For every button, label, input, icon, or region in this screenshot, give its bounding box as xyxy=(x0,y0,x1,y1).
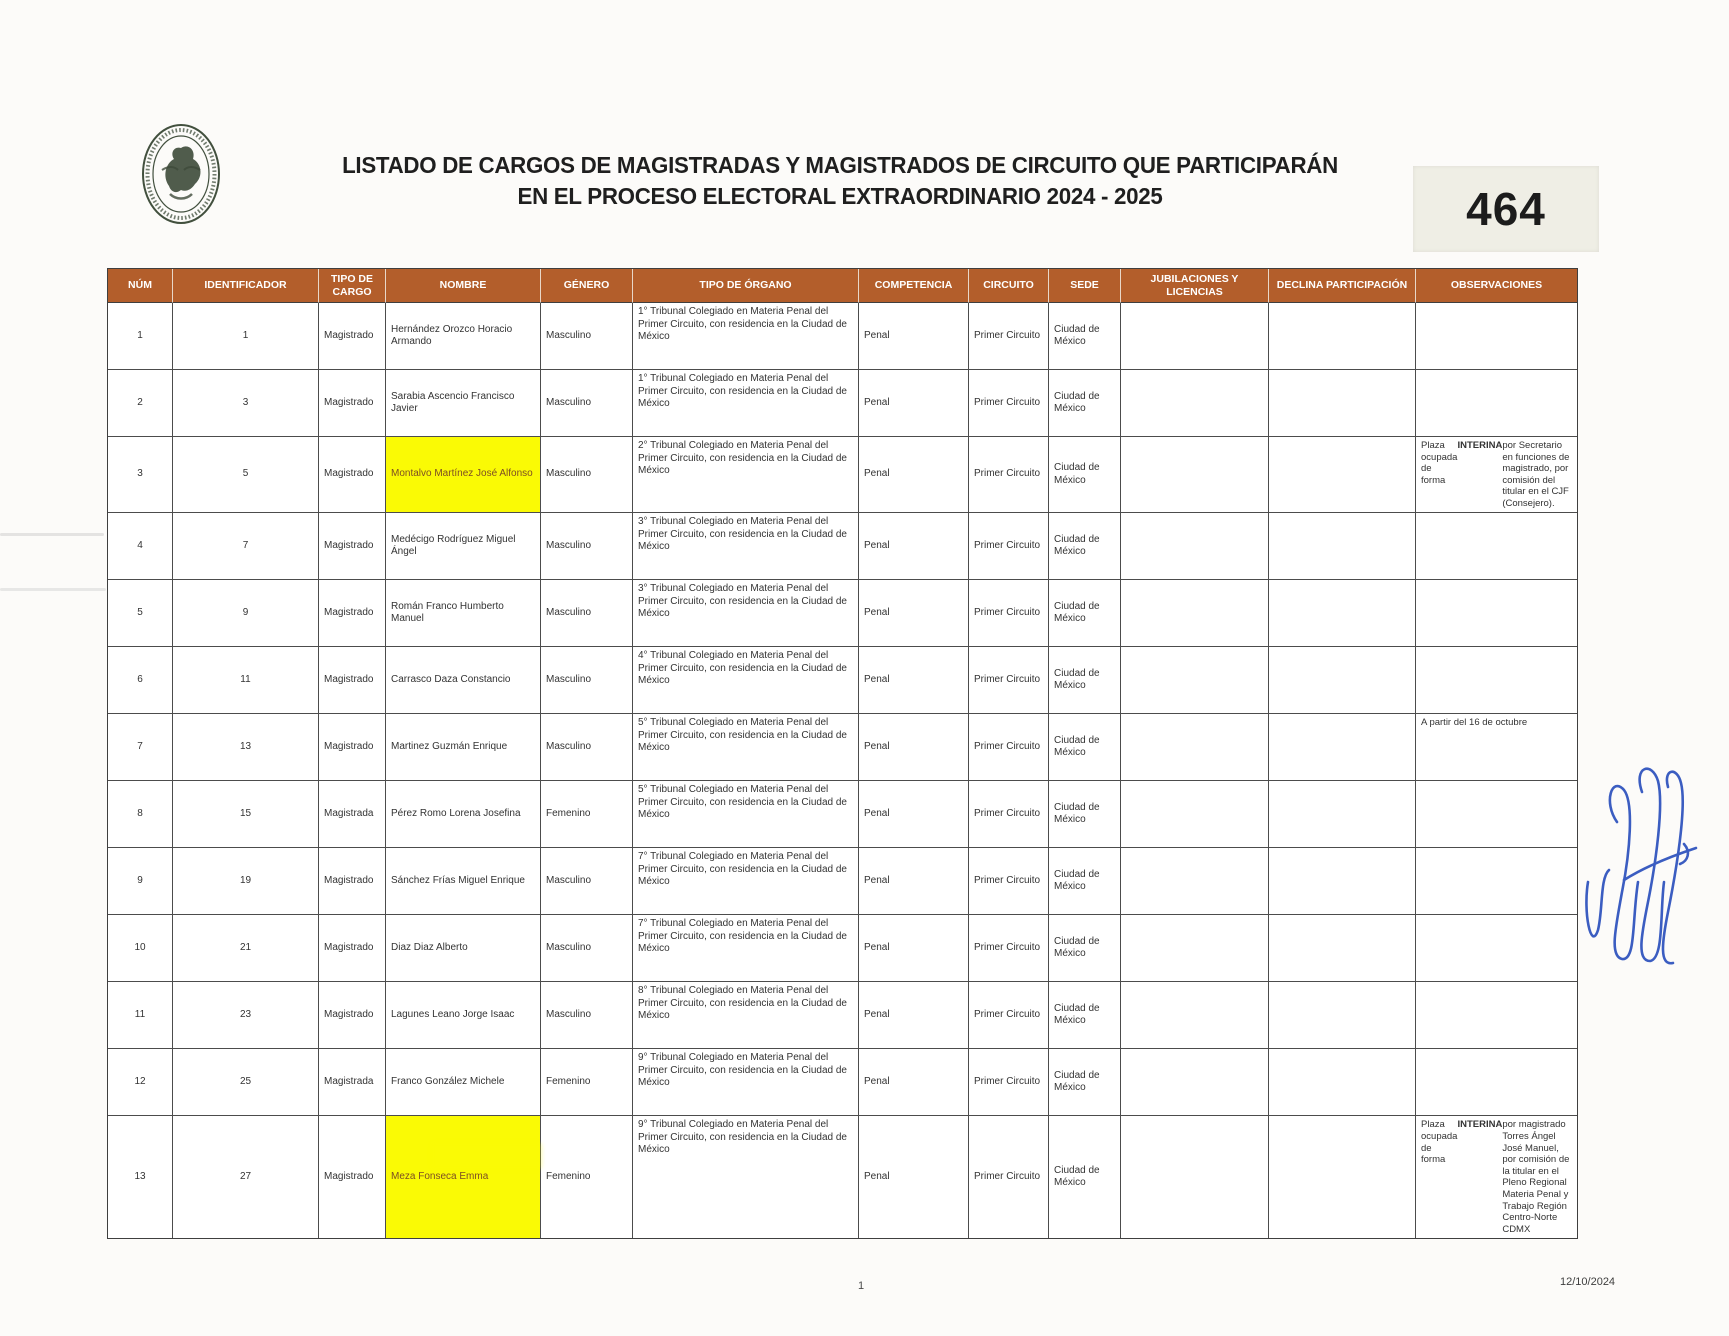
column-header-declina: DECLINA PARTICIPACIÓN xyxy=(1269,269,1416,303)
cell-identificador: 3 xyxy=(173,370,319,437)
cell-nombre: Medécigo Rodríguez Miguel Ángel xyxy=(386,513,541,580)
cell-nombre: Sarabia Ascencio Francisco Javier xyxy=(386,370,541,437)
cell-tipo-de-organo: 1° Tribunal Colegiado en Materia Penal del Primer Circuito, con residencia en la Ciudad de México xyxy=(633,370,859,437)
cell-sede: Ciudad de México xyxy=(1049,303,1121,370)
cell-nombre: Román Franco Humberto Manuel xyxy=(386,580,541,647)
cell-circuito: Primer Circuito xyxy=(969,303,1049,370)
cell-genero: Masculino xyxy=(541,982,633,1049)
cell-identificador: 9 xyxy=(173,580,319,647)
scan-streak xyxy=(0,588,106,591)
cell-nombre: Franco González Michele xyxy=(386,1049,541,1116)
cell-observaciones: Plaza ocupada de forma INTERINA por magistrado Torres Ángel José Manuel, por comisión de la titular en el Pleno Regional Materia Penal y Trabajo Región Centro-Norte CDMX xyxy=(1421,1119,1570,1235)
cell-circuito: Primer Circuito xyxy=(969,647,1049,714)
cell-tipo-de-cargo: Magistrado xyxy=(319,1116,386,1238)
column-header-sede: SEDE xyxy=(1049,269,1121,303)
table-row xyxy=(108,1116,1577,1238)
cell-genero: Femenino xyxy=(541,781,633,848)
cell-sede: Ciudad de México xyxy=(1049,437,1121,513)
cell-declina xyxy=(1269,513,1416,580)
cell-circuito: Primer Circuito xyxy=(969,714,1049,781)
cell-nombre: Carrasco Daza Constancio xyxy=(386,647,541,714)
table-row xyxy=(108,437,1577,513)
cell-observaciones: Plaza ocupada de forma INTERINA por Secretario en funciones de magistrado, por comisión del titular en el CJF (Consejero). xyxy=(1416,437,1577,513)
cell-identificador: 25 xyxy=(173,1049,319,1116)
cell-tipo-de-cargo: Magistrado xyxy=(319,580,386,647)
cell-competencia: Penal xyxy=(859,714,969,781)
folio-number: 464 xyxy=(1466,183,1546,235)
cell-nombre: Montalvo Martínez José Alfonso xyxy=(386,437,541,513)
cell-competencia: Penal xyxy=(859,437,969,513)
cell-num: 11 xyxy=(108,982,173,1049)
cell-competencia: Penal xyxy=(859,647,969,714)
cell-num: 2 xyxy=(108,370,173,437)
cell-genero: Masculino xyxy=(541,848,633,915)
cell-circuito: Primer Circuito xyxy=(969,781,1049,848)
cell-jubilaciones xyxy=(1121,1049,1269,1116)
cell-num: 12 xyxy=(108,1049,173,1116)
cell-identificador: 27 xyxy=(173,1116,319,1238)
title-line-2: EN EL PROCESO ELECTORAL EXTRAORDINARIO 2024 - 2025 xyxy=(517,183,1163,209)
cell-num: 9 xyxy=(108,848,173,915)
cell-tipo-de-cargo: Magistrado xyxy=(319,437,386,513)
cell-num: 10 xyxy=(108,915,173,982)
cell-competencia: Penal xyxy=(859,1049,969,1116)
cell-genero: Masculino xyxy=(541,437,633,513)
cell-circuito: Primer Circuito xyxy=(969,915,1049,982)
cell-sede: Ciudad de México xyxy=(1049,848,1121,915)
cell-competencia: Penal xyxy=(859,915,969,982)
cell-jubilaciones xyxy=(1121,437,1269,513)
cell-num: 3 xyxy=(108,437,173,513)
cell-tipo-de-cargo: Magistrado xyxy=(319,848,386,915)
cell-nombre: Sánchez Frías Miguel Enrique xyxy=(386,848,541,915)
cell-identificador: 15 xyxy=(173,781,319,848)
cell-declina xyxy=(1269,848,1416,915)
cell-jubilaciones xyxy=(1121,513,1269,580)
cell-num: 5 xyxy=(108,580,173,647)
cell-observaciones xyxy=(1416,647,1577,714)
cell-tipo-de-organo: 9° Tribunal Colegiado en Materia Penal del Primer Circuito, con residencia en la Ciudad de México xyxy=(633,1049,859,1116)
cell-tipo-de-cargo: Magistrado xyxy=(319,370,386,437)
table-row xyxy=(108,714,1577,781)
cell-num: 13 xyxy=(108,1116,173,1238)
cell-num: 8 xyxy=(108,781,173,848)
cell-genero: Masculino xyxy=(541,647,633,714)
cell-tipo-de-cargo: Magistrado xyxy=(319,982,386,1049)
cell-observaciones xyxy=(1416,982,1577,1049)
cell-sede: Ciudad de México xyxy=(1049,580,1121,647)
cell-competencia: Penal xyxy=(859,303,969,370)
folio-number-badge xyxy=(1413,166,1599,252)
cell-sede: Ciudad de México xyxy=(1049,1049,1121,1116)
table-row xyxy=(108,370,1577,437)
cell-jubilaciones xyxy=(1121,580,1269,647)
cell-declina xyxy=(1269,580,1416,647)
cell-genero: Masculino xyxy=(541,513,633,580)
cell-tipo-de-organo: 7° Tribunal Colegiado en Materia Penal del Primer Circuito, con residencia en la Ciudad de México xyxy=(633,915,859,982)
column-header-num: NÚM xyxy=(108,269,173,303)
table-row xyxy=(108,848,1577,915)
cell-nombre: Hernández Orozco Horacio Armando xyxy=(386,303,541,370)
cell-declina xyxy=(1269,437,1416,513)
cell-declina xyxy=(1269,982,1416,1049)
cell-tipo-de-cargo: Magistrado xyxy=(319,647,386,714)
cell-nombre: Meza Fonseca Emma xyxy=(386,1116,541,1238)
table-row xyxy=(108,647,1577,714)
column-header-circuito: CIRCUITO xyxy=(969,269,1049,303)
cell-observaciones: A partir del 16 de octubre xyxy=(1416,714,1577,781)
cell-sede: Ciudad de México xyxy=(1049,781,1121,848)
cell-genero: Femenino xyxy=(541,1116,633,1238)
table-row xyxy=(108,915,1577,982)
cell-circuito: Primer Circuito xyxy=(969,1049,1049,1116)
cell-observaciones xyxy=(1416,781,1577,848)
cell-competencia: Penal xyxy=(859,1116,969,1238)
cell-circuito: Primer Circuito xyxy=(969,513,1049,580)
cell-jubilaciones xyxy=(1121,714,1269,781)
cell-identificador: 23 xyxy=(173,982,319,1049)
cell-jubilaciones xyxy=(1121,647,1269,714)
cell-jubilaciones xyxy=(1121,370,1269,437)
column-header-nombre: NOMBRE xyxy=(386,269,541,303)
page-number: 1 xyxy=(858,1280,865,1292)
cell-jubilaciones xyxy=(1121,303,1269,370)
cell-declina xyxy=(1269,647,1416,714)
cell-identificador: 19 xyxy=(173,848,319,915)
column-header-identificador: IDENTIFICADOR xyxy=(173,269,319,303)
table-header-row xyxy=(108,269,1577,303)
column-header-competencia: COMPETENCIA xyxy=(859,269,969,303)
cell-circuito: Primer Circuito xyxy=(969,370,1049,437)
cell-declina xyxy=(1269,370,1416,437)
cell-jubilaciones xyxy=(1121,982,1269,1049)
cell-competencia: Penal xyxy=(859,781,969,848)
cell-sede: Ciudad de México xyxy=(1049,1116,1121,1238)
cell-sede: Ciudad de México xyxy=(1049,513,1121,580)
cell-genero: Masculino xyxy=(541,915,633,982)
cell-declina xyxy=(1269,781,1416,848)
cell-competencia: Penal xyxy=(859,848,969,915)
cell-observaciones xyxy=(1416,915,1577,982)
cell-observaciones xyxy=(1416,580,1577,647)
cell-genero: Femenino xyxy=(541,1049,633,1116)
cell-num: 1 xyxy=(108,303,173,370)
cell-competencia: Penal xyxy=(859,982,969,1049)
table-row xyxy=(108,303,1577,370)
cell-competencia: Penal xyxy=(859,513,969,580)
cell-genero: Masculino xyxy=(541,714,633,781)
table-row xyxy=(108,580,1577,647)
cell-tipo-de-organo: 1° Tribunal Colegiado en Materia Penal del Primer Circuito, con residencia en la Ciudad de México xyxy=(633,303,859,370)
cell-competencia: Penal xyxy=(859,580,969,647)
cell-tipo-de-organo: 7° Tribunal Colegiado en Materia Penal del Primer Circuito, con residencia en la Ciudad de México xyxy=(633,848,859,915)
senate-coat-of-arms-logo xyxy=(140,122,222,226)
cell-declina xyxy=(1269,303,1416,370)
cell-jubilaciones xyxy=(1121,915,1269,982)
cell-nombre: Martinez Guzmán Enrique xyxy=(386,714,541,781)
cell-tipo-de-organo: 4° Tribunal Colegiado en Materia Penal del Primer Circuito, con residencia en la Ciudad de México xyxy=(633,647,859,714)
cell-tipo-de-organo: 8° Tribunal Colegiado en Materia Penal del Primer Circuito, con residencia en la Ciudad de México xyxy=(633,982,859,1049)
table-row xyxy=(108,781,1577,848)
cell-num: 4 xyxy=(108,513,173,580)
cell-num: 7 xyxy=(108,714,173,781)
table-row xyxy=(108,982,1577,1049)
cell-tipo-de-organo: 3° Tribunal Colegiado en Materia Penal del Primer Circuito, con residencia en la Ciudad de México xyxy=(633,580,859,647)
cell-competencia: Penal xyxy=(859,370,969,437)
magistrates-table xyxy=(107,268,1578,1239)
title-line-1: LISTADO DE CARGOS DE MAGISTRADAS Y MAGISTRADOS DE CIRCUITO QUE PARTICIPARÁN xyxy=(342,152,1338,178)
table-body xyxy=(108,303,1577,1238)
table-row xyxy=(108,1049,1577,1116)
document-title xyxy=(258,150,1422,212)
cell-declina xyxy=(1269,714,1416,781)
cell-jubilaciones xyxy=(1121,781,1269,848)
cell-observaciones xyxy=(1416,303,1577,370)
cell-tipo-de-organo: 3° Tribunal Colegiado en Materia Penal del Primer Circuito, con residencia en la Ciudad de México xyxy=(633,513,859,580)
cell-jubilaciones xyxy=(1121,1116,1269,1238)
cell-observaciones xyxy=(1416,1049,1577,1116)
column-header-tipo-de-cargo: TIPO DE CARGO xyxy=(319,269,386,303)
cell-tipo-de-organo: 5° Tribunal Colegiado en Materia Penal del Primer Circuito, con residencia en la Ciudad de México xyxy=(633,781,859,848)
cell-declina xyxy=(1269,1116,1416,1238)
cell-sede: Ciudad de México xyxy=(1049,982,1121,1049)
cell-observaciones xyxy=(1416,848,1577,915)
cell-nombre: Diaz Diaz Alberto xyxy=(386,915,541,982)
column-header-jubilaciones: JUBILACIONES Y LICENCIAS xyxy=(1121,269,1269,303)
cell-identificador: 11 xyxy=(173,647,319,714)
cell-tipo-de-cargo: Magistrado xyxy=(319,513,386,580)
cell-identificador: 21 xyxy=(173,915,319,982)
cell-circuito: Primer Circuito xyxy=(969,848,1049,915)
cell-genero: Masculino xyxy=(541,580,633,647)
cell-sede: Ciudad de México xyxy=(1049,370,1121,437)
cell-declina xyxy=(1269,1049,1416,1116)
cell-nombre: Pérez Romo Lorena Josefina xyxy=(386,781,541,848)
highlighter-smudge xyxy=(432,1143,542,1169)
cell-tipo-de-organo: 9° Tribunal Colegiado en Materia Penal del Primer Circuito, con residencia en la Ciudad de México xyxy=(633,1116,859,1238)
cell-genero: Masculino xyxy=(541,370,633,437)
cell-identificador: 13 xyxy=(173,714,319,781)
cell-identificador: 5 xyxy=(173,437,319,513)
cell-tipo-de-cargo: Magistrado xyxy=(319,915,386,982)
cell-tipo-de-cargo: Magistrado xyxy=(319,303,386,370)
cell-observaciones xyxy=(1416,513,1577,580)
cell-tipo-de-cargo: Magistrada xyxy=(319,1049,386,1116)
cell-circuito: Primer Circuito xyxy=(969,437,1049,513)
table-row xyxy=(108,513,1577,580)
cell-tipo-de-cargo: Magistrada xyxy=(319,781,386,848)
column-header-observaciones: OBSERVACIONES xyxy=(1416,269,1577,303)
cell-circuito: Primer Circuito xyxy=(969,1116,1049,1238)
cell-nombre: Lagunes Leano Jorge Isaac xyxy=(386,982,541,1049)
cell-num: 6 xyxy=(108,647,173,714)
signature-ink xyxy=(1572,760,1704,972)
cell-sede: Ciudad de México xyxy=(1049,915,1121,982)
column-header-tipo-de-organo: TIPO DE ÓRGANO xyxy=(633,269,859,303)
cell-declina xyxy=(1269,915,1416,982)
column-header-genero: GÉNERO xyxy=(541,269,633,303)
cell-tipo-de-cargo: Magistrado xyxy=(319,714,386,781)
cell-genero: Masculino xyxy=(541,303,633,370)
cell-observaciones xyxy=(1416,370,1577,437)
footer-date: 12/10/2024 xyxy=(1560,1276,1616,1288)
cell-tipo-de-organo: 2° Tribunal Colegiado en Materia Penal del Primer Circuito, con residencia en la Ciudad de México xyxy=(633,437,859,513)
cell-circuito: Primer Circuito xyxy=(969,580,1049,647)
cell-tipo-de-organo: 5° Tribunal Colegiado en Materia Penal del Primer Circuito, con residencia en la Ciudad de México xyxy=(633,714,859,781)
scan-streak xyxy=(0,533,104,536)
cell-identificador: 7 xyxy=(173,513,319,580)
cell-sede: Ciudad de México xyxy=(1049,714,1121,781)
cell-sede: Ciudad de México xyxy=(1049,647,1121,714)
cell-circuito: Primer Circuito xyxy=(969,982,1049,1049)
cell-identificador: 1 xyxy=(173,303,319,370)
cell-jubilaciones xyxy=(1121,848,1269,915)
